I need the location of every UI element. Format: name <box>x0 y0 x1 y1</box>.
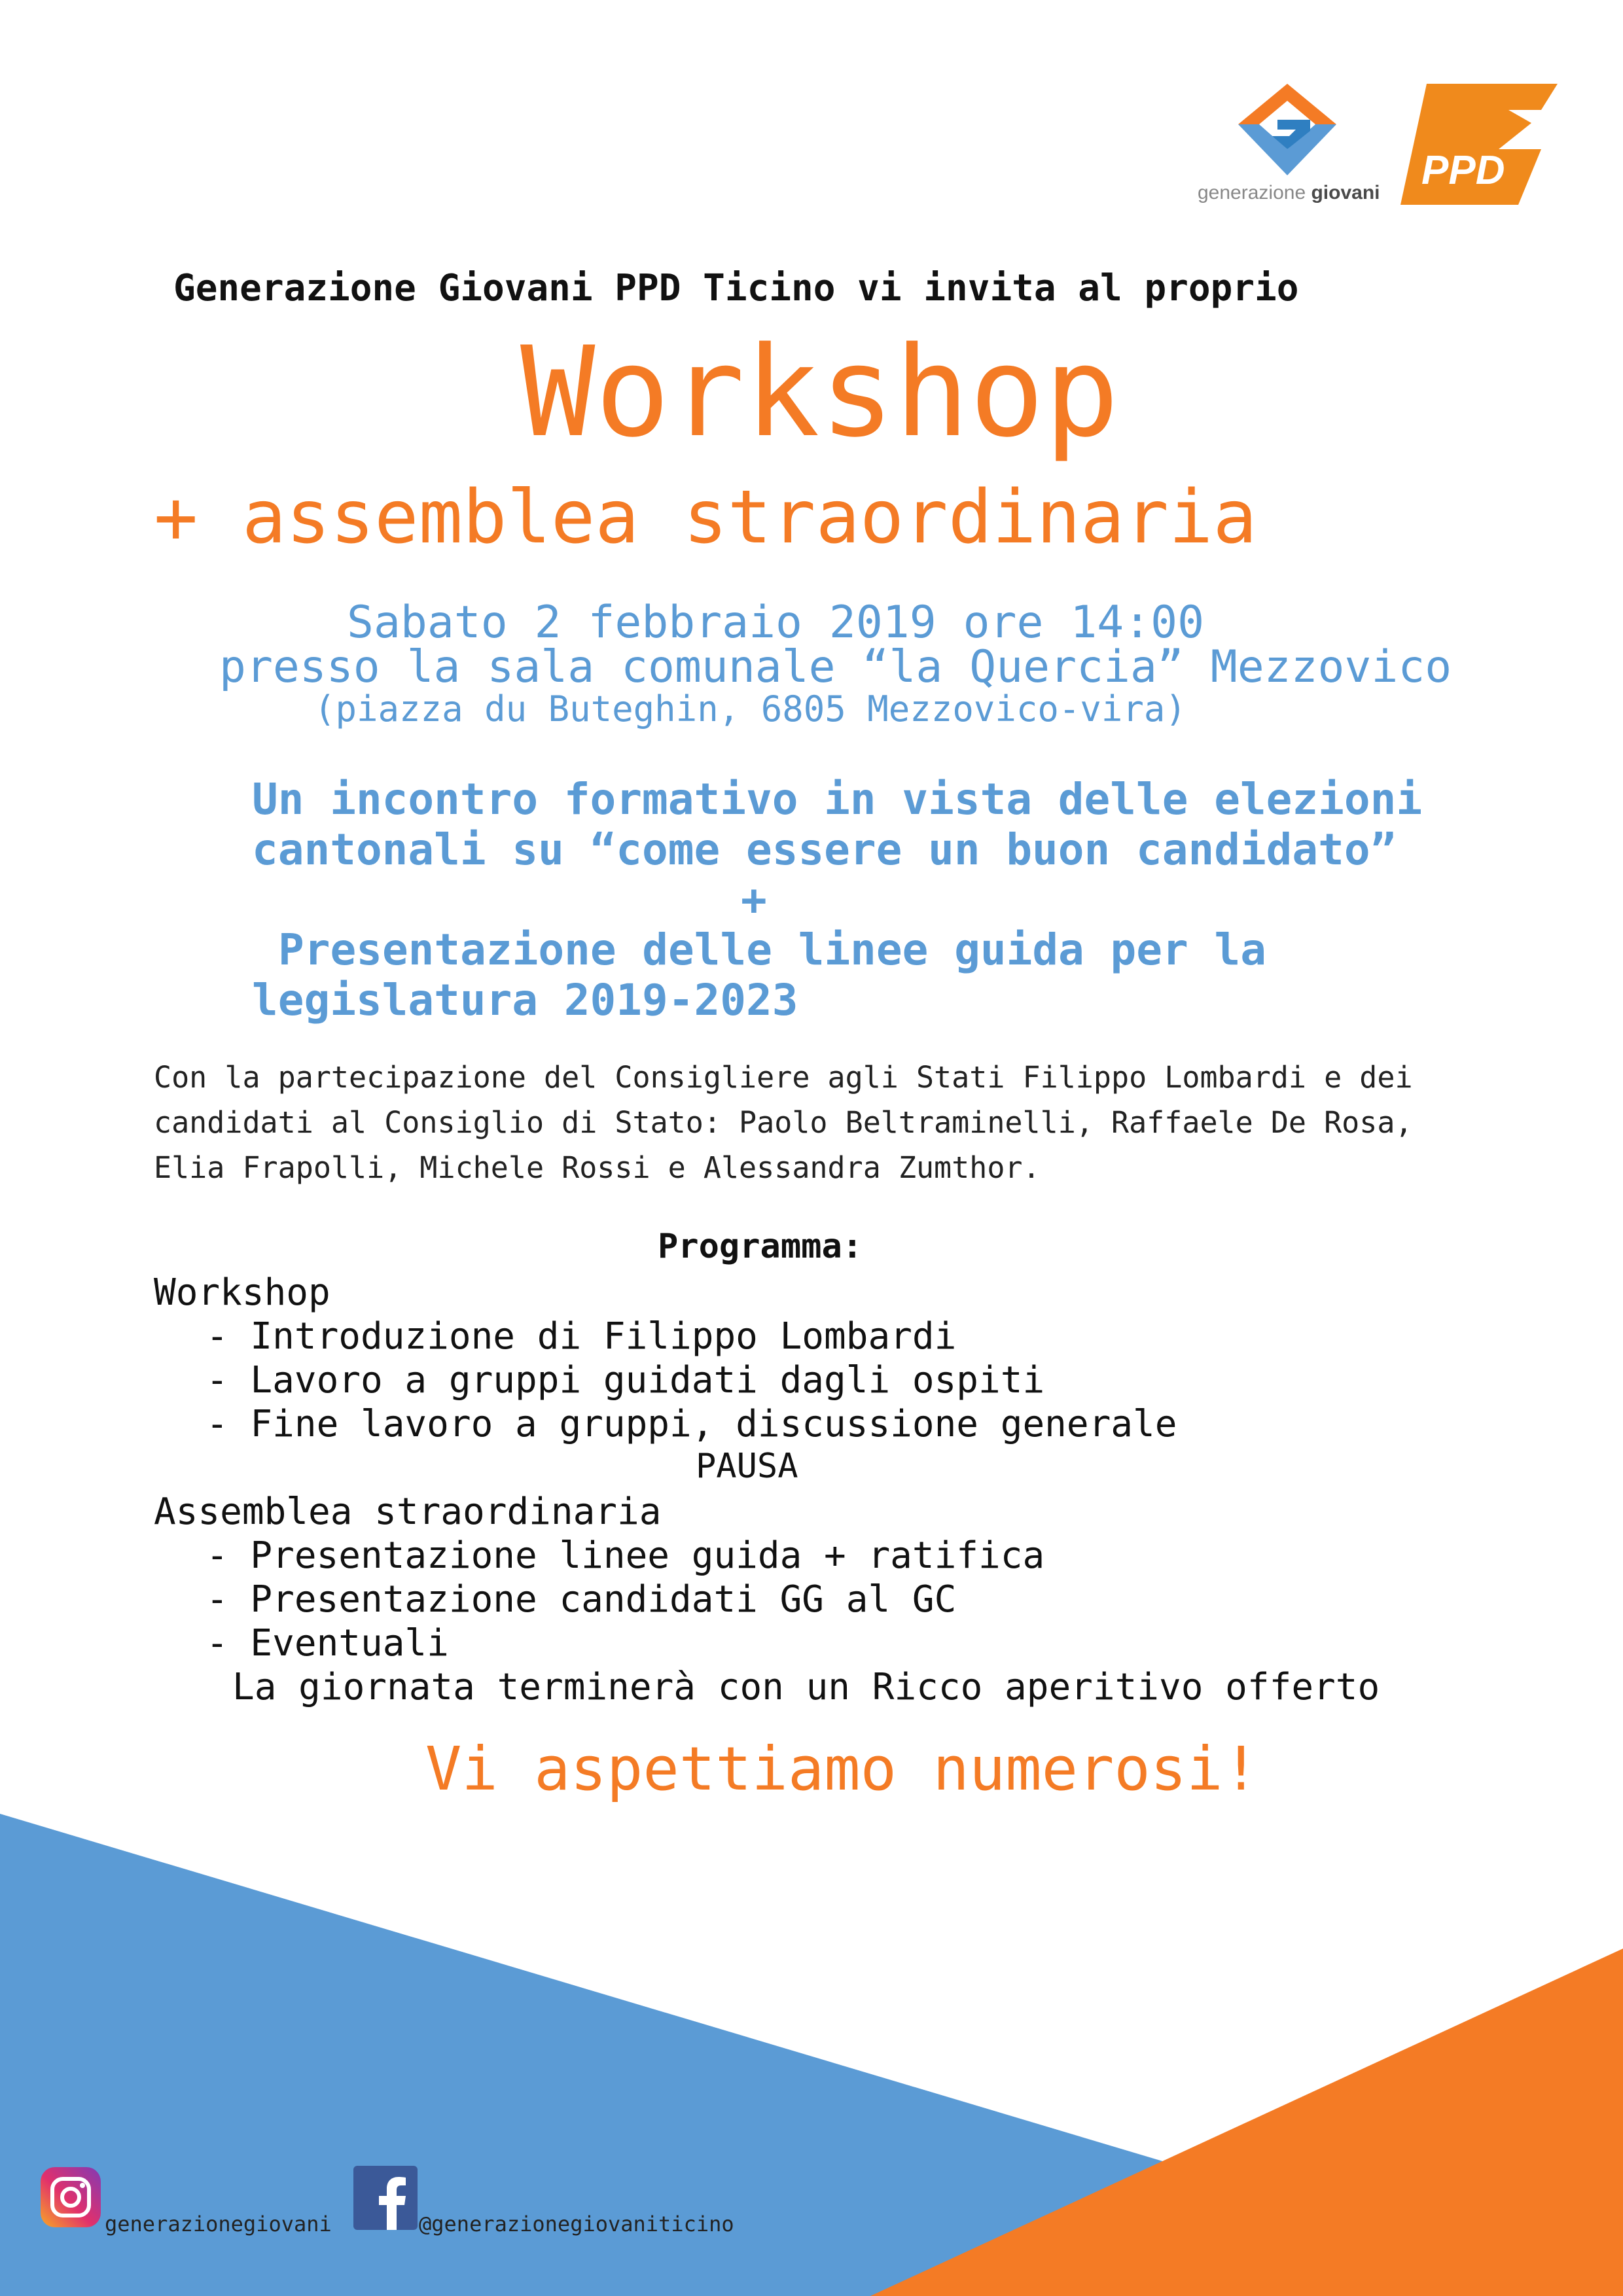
generazione-giovani-logo <box>1198 84 1381 215</box>
program-item: - Fine lavoro a gruppi, discussione generale <box>206 1403 1177 1445</box>
program-item: - Introduzione di Filippo Lombardi <box>206 1315 957 1358</box>
program-item: - Presentazione candidati GG al GC <box>206 1578 957 1621</box>
participation-paragraph: Con la partecipazione del Consigliere agli Stati Filippo Lombardi e dei candidati al Consiglio di Stato: Paolo Beltraminelli, Raffaele De Rosa, Elia Frapolli, Michele Rossi e Alessandra Zumthor. <box>154 1060 1413 1185</box>
description-line: Presentazione delle linee guida per la <box>278 925 1266 975</box>
event-address: (piazza du Buteghin, 6805 Mezzovico-vira) <box>314 688 1186 730</box>
instagram-icon[interactable] <box>41 2167 101 2227</box>
description-line: cantonali su “come essere un buon candidato” <box>252 824 1397 875</box>
program-pause: PAUSA <box>696 1447 798 1486</box>
call-to-action: Vi aspettiamo numerosi! <box>425 1734 1259 1804</box>
program-item: - Eventuali <box>206 1622 449 1665</box>
ppd-logo-text: PPD <box>1421 148 1505 193</box>
instagram-handle[interactable]: generazionegiovani <box>105 2212 332 2236</box>
invite-intro: Generazione Giovani PPD Ticino vi invita al proprio <box>173 267 1299 309</box>
event-place: presso la sala comunale “la Quercia” Mezzovico <box>219 641 1452 693</box>
program-item: - Lavoro a gruppi guidati dagli ospiti <box>206 1359 1045 1402</box>
page-title: Workshop <box>520 320 1120 465</box>
gg-logo-text: generazione giovani <box>1198 182 1380 203</box>
program-item: - Presentazione linee guida + ratifica <box>206 1534 1045 1577</box>
description-plus: + <box>741 875 767 925</box>
program-section-workshop: Workshop <box>154 1271 330 1314</box>
event-date: Sabato 2 febbraio 2019 ore 14:00 <box>347 597 1205 648</box>
facebook-handle[interactable]: @generazionegiovaniticino <box>419 2212 734 2236</box>
gg-logo-mark <box>1238 84 1336 175</box>
page-subtitle: + assemblea straordinaria <box>154 475 1257 560</box>
program-title: Programma: <box>658 1227 863 1266</box>
program-section-assembly: Assemblea straordinaria <box>154 1491 662 1533</box>
description-line: Un incontro formativo in vista delle elezioni <box>252 774 1423 824</box>
program-closing: La giornata terminerà con un Ricco aperitivo offerto <box>232 1666 1380 1708</box>
description-line: legislatura 2019-2023 <box>252 975 798 1025</box>
facebook-icon[interactable] <box>353 2166 418 2230</box>
